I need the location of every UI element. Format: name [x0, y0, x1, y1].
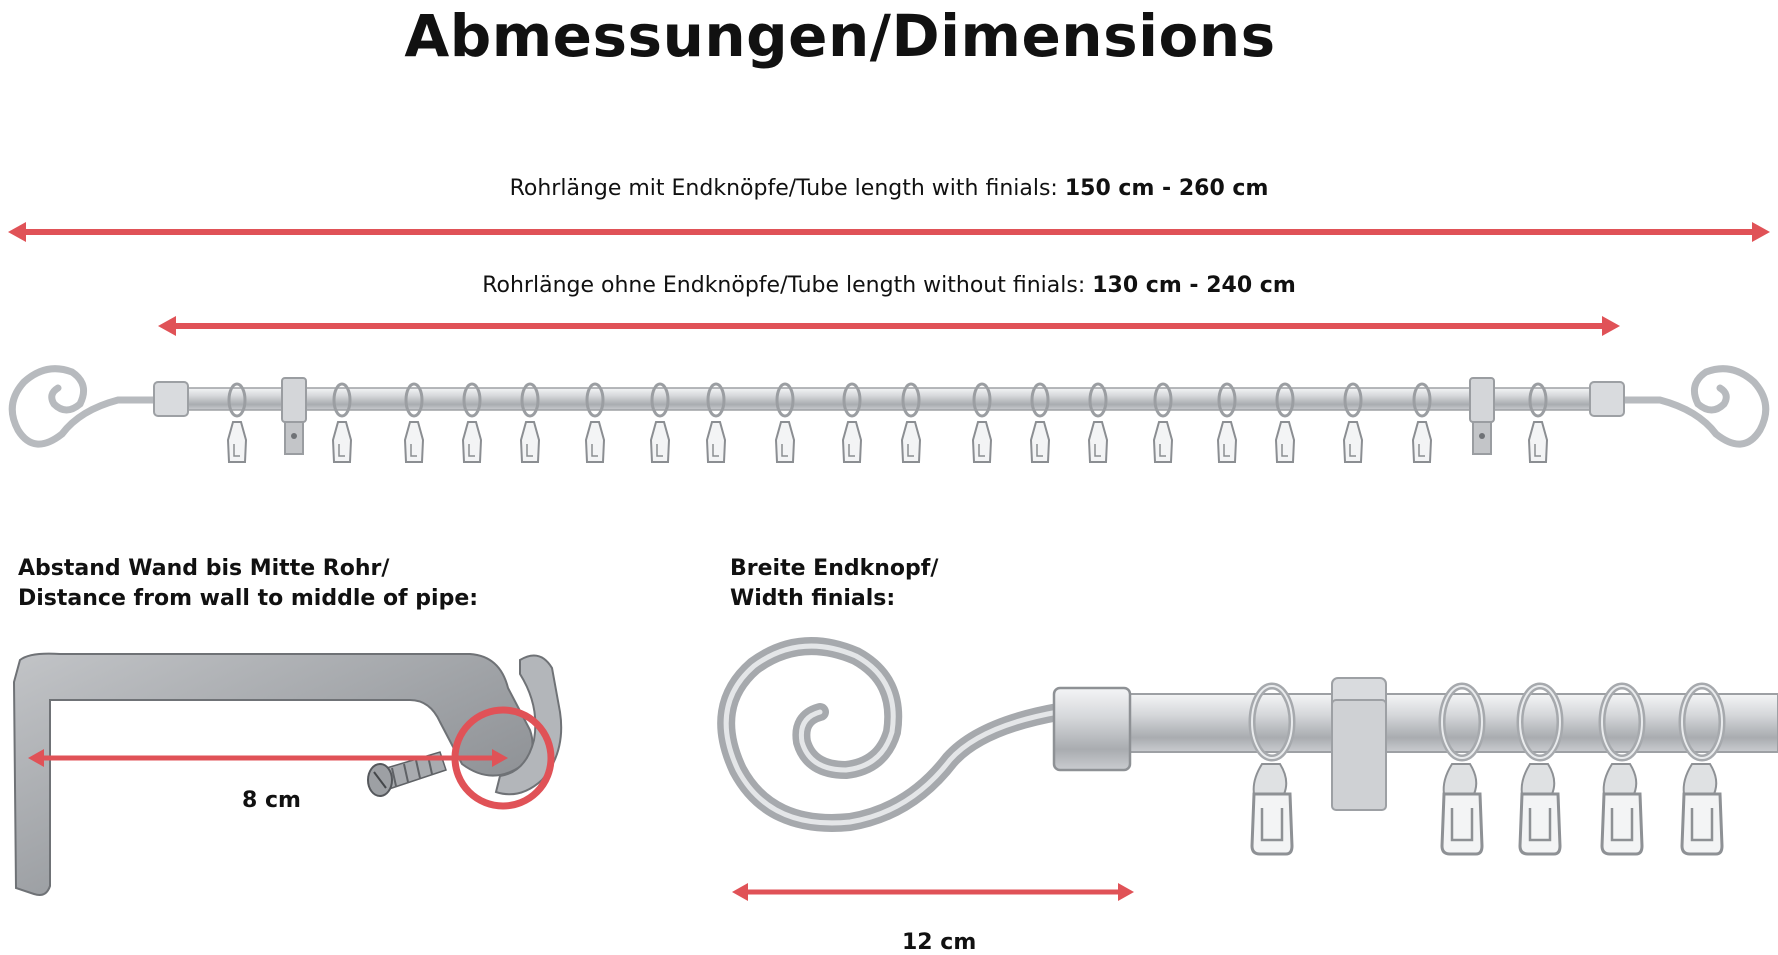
tube-without-finials-value: 130 cm - 240 cm [1092, 273, 1296, 298]
finial-width-value: 12 cm [902, 930, 977, 955]
finial-width-line2: Width finials: [730, 586, 896, 611]
left-finial-icon [12, 369, 160, 444]
finial-detail [726, 646, 1778, 901]
tube-with-finials-value: 150 cm - 260 cm [1064, 176, 1269, 201]
tube-without-finials-text: Rohrlänge ohne Endknöpfe/Tube length without finials: [482, 273, 1093, 298]
wall-bracket-icon [14, 654, 561, 895]
wall-distance-line1: Abstand Wand bis Mitte Rohr/ [18, 556, 390, 581]
wall-distance-value: 8 cm [242, 788, 301, 813]
tube-without-finials-arrow [158, 316, 1620, 336]
tube-with-finials-text: Rohrlänge mit Endknöpfe/Tube length with finials: [509, 176, 1065, 201]
curtain-rod [12, 369, 1766, 462]
tube-with-finials-arrow [8, 222, 1770, 242]
page-title: Abmessungen/Dimensions [404, 2, 1276, 70]
finial-width-line1: Breite Endknopf/ [730, 556, 939, 581]
wall-distance-line2: Distance from wall to middle of pipe: [18, 586, 479, 611]
right-finial-icon [1618, 369, 1766, 444]
